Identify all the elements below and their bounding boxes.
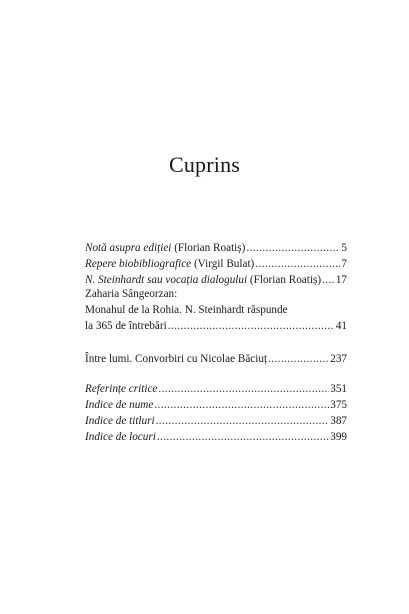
toc-page-number: 375	[330, 399, 347, 411]
toc-page-number: 5	[341, 242, 347, 254]
toc-entry-author-line: Zaharia Sângeorzan:	[85, 288, 178, 300]
toc-page-number: 351	[330, 383, 347, 395]
toc-entry[interactable]	[85, 240, 347, 256]
toc-entry[interactable]	[85, 429, 347, 445]
toc-page-number: 399	[330, 431, 347, 443]
toc-entry-author: (Florian Roatiș)	[171, 242, 246, 254]
dot-leader	[154, 397, 329, 413]
dot-leader	[158, 381, 329, 397]
toc-entry-title-line[interactable]: Monahul de la Rohia. N. Steinhardt răspunde	[85, 304, 288, 316]
dot-leader	[268, 351, 329, 367]
toc-page-number: 7	[341, 258, 347, 270]
dot-leader	[246, 240, 340, 256]
toc-page-number: 17	[335, 274, 347, 286]
toc-entry[interactable]	[85, 381, 347, 397]
toc-entry-title: Repere biobibliografice	[85, 258, 192, 270]
dot-leader	[156, 413, 330, 429]
toc-entry-title: N. Steinhardt sau vocația dialogului	[85, 274, 248, 286]
toc-entry-author: (Virgil Bulat)	[191, 258, 255, 270]
dot-leader	[157, 429, 329, 445]
toc-entry-title: Notă asupra ediției	[85, 242, 172, 254]
toc-group-front-matter	[85, 240, 347, 288]
toc-page-number: 387	[330, 415, 347, 427]
toc-group-interviews	[85, 286, 347, 334]
toc-entry[interactable]	[85, 351, 347, 367]
toc-entry-author: (Florian Roatiș)	[247, 274, 322, 286]
toc-entry[interactable]	[85, 318, 347, 334]
toc-entry-title: Între lumi. Convorbiri cu Nicolae Băciuț	[85, 353, 268, 365]
toc-group-indexes	[85, 381, 347, 445]
toc-entry-title: Indice de locuri	[85, 431, 156, 443]
dot-leader	[255, 256, 340, 272]
toc-entry[interactable]	[85, 256, 347, 272]
toc-page-number: 41	[335, 320, 347, 332]
page-title: Cuprins	[168, 152, 241, 177]
toc-entry-title: Indice de nume	[85, 399, 154, 411]
toc-group-conversations	[85, 351, 347, 367]
toc-entry-title: Referințe critice	[85, 383, 158, 395]
toc-entry[interactable]	[85, 413, 347, 429]
toc-entry[interactable]	[85, 397, 347, 413]
toc-entry-title: la 365 de întrebări	[85, 320, 167, 332]
toc-entry-title: Indice de titluri	[85, 415, 155, 427]
toc-page-number: 237	[330, 353, 347, 365]
dot-leader	[168, 318, 335, 334]
